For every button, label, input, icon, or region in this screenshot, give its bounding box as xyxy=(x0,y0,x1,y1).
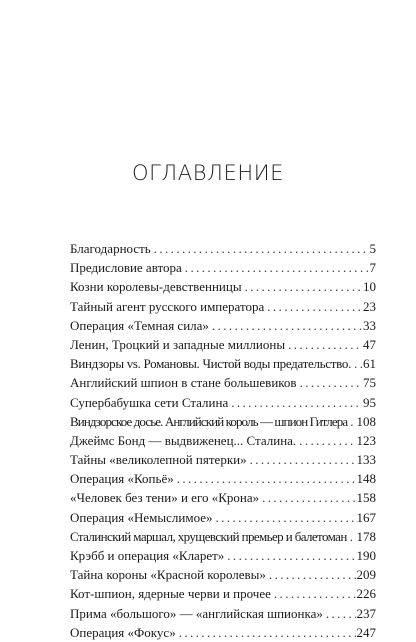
toc-entry-page-number: 226 xyxy=(356,586,376,602)
toc-entry xyxy=(70,412,376,431)
toc-entry-title: Виндзоры vs. Романовы. Чистой воды предательство. xyxy=(70,356,352,372)
toc-entry-page-number: 209 xyxy=(356,567,376,583)
toc-dot-leader xyxy=(350,527,356,546)
toc-entry-page-number: 10 xyxy=(363,279,376,295)
toc-dot-leader xyxy=(288,335,362,354)
toc-entry-title: Крэбб и операция «Кларет» xyxy=(70,548,225,563)
toc-dot-leader xyxy=(300,373,362,392)
toc-entry-page-number: 190 xyxy=(356,548,376,563)
toc-dot-leader xyxy=(231,393,362,412)
toc-dot-leader xyxy=(299,431,355,450)
toc-entry-page-number: 23 xyxy=(363,298,376,314)
toc-entry-title: Виндзорское досье. Английский король — шпион Гитлера xyxy=(70,413,348,429)
toc-dot-leader xyxy=(245,277,362,296)
toc-entry xyxy=(70,623,376,642)
toc-entry-page-number: 123 xyxy=(356,432,376,448)
toc-entry-title: Прима «большого» — «английская шпионка» xyxy=(70,605,323,621)
toc-entry-page-number: 5 xyxy=(369,241,376,256)
toc-entry xyxy=(70,488,376,507)
toc-entry-page-number: 178 xyxy=(356,528,376,544)
toc-entry-page-number: 47 xyxy=(363,336,376,352)
toc-entry xyxy=(70,354,376,373)
toc-dot-leader xyxy=(269,565,356,584)
toc-entry xyxy=(70,393,376,412)
toc-dot-leader xyxy=(250,450,356,469)
toc-dot-leader xyxy=(354,354,362,373)
toc-entry-title: Предисловие автора xyxy=(70,260,182,276)
toc-entry-page-number: 61 xyxy=(363,356,376,372)
toc-dot-leader xyxy=(274,584,356,603)
toc-entry xyxy=(70,584,376,603)
toc-entry-title: Тайна короны «Красной королевы» xyxy=(70,567,266,583)
toc-entry xyxy=(70,469,376,488)
toc-entry xyxy=(70,508,376,527)
toc-entry-title: Сталинский маршал, хрущевский премьер и балетоман xyxy=(70,528,347,544)
toc-entry xyxy=(70,297,376,316)
toc-entry-title: Козни королевы-девственницы xyxy=(70,279,242,295)
toc-entry-page-number: 158 xyxy=(356,490,376,506)
toc-dot-leader xyxy=(216,508,356,527)
toc-dot-leader xyxy=(185,258,369,277)
toc-dot-leader xyxy=(177,469,356,488)
toc-dot-leader xyxy=(350,412,355,431)
toc-entry xyxy=(70,565,376,584)
toc-dot-leader xyxy=(179,623,356,642)
toc-entry xyxy=(70,258,376,277)
toc-entry-page-number: 7 xyxy=(369,260,376,276)
toc-entry xyxy=(70,373,376,392)
toc-entry-title: Супербабушка сети Сталина xyxy=(70,394,229,410)
toc-entry-title: Тайны «великолепной пятерки» xyxy=(70,452,247,468)
toc-dot-leader xyxy=(326,604,356,623)
toc-dot-leader xyxy=(227,546,355,565)
toc-entry xyxy=(70,527,376,546)
toc-entry-page-number: 237 xyxy=(356,605,376,621)
toc-entry-title: Операция «Копьё» xyxy=(70,471,174,487)
toc-dot-leader xyxy=(267,297,362,316)
page-title: ОГЛАВЛЕНИЕ xyxy=(131,161,285,185)
toc-entry-title: Операция «Фокус» xyxy=(70,624,176,640)
toc-entry-title: Кот-шпион, ядерные черви и прочее xyxy=(70,586,271,602)
toc-entry-page-number: 133 xyxy=(356,452,376,468)
toc-dot-leader xyxy=(154,239,369,258)
toc-entry xyxy=(70,239,376,258)
toc-entry-title: Тайный агент русского императора xyxy=(70,298,265,314)
table-of-contents xyxy=(70,239,376,642)
toc-entry-title: Операция «Темная сила» xyxy=(70,317,209,333)
toc-entry-title: «Человек без тени» и его «Крона» xyxy=(70,490,260,506)
toc-entry xyxy=(70,450,376,469)
toc-entry-title: Ленин, Троцкий и западные миллионы xyxy=(70,336,286,352)
toc-entry xyxy=(70,316,376,335)
toc-entry-page-number: 95 xyxy=(363,394,376,410)
toc-dot-leader xyxy=(212,316,362,335)
toc-dot-leader xyxy=(262,488,355,507)
toc-entry-title: Джеймс Бонд — выдвиженец... Сталина. xyxy=(70,432,297,448)
toc-entry-page-number: 75 xyxy=(363,375,376,391)
toc-entry xyxy=(70,335,376,354)
toc-entry xyxy=(70,277,376,296)
toc-entry-page-number: 33 xyxy=(363,317,376,333)
toc-entry xyxy=(70,604,376,623)
toc-entry-page-number: 148 xyxy=(356,471,376,487)
toc-entry-page-number: 167 xyxy=(356,509,376,525)
toc-entry-title: Английский шпион в стане большевиков xyxy=(70,375,297,391)
toc-entry-page-number: 247 xyxy=(356,624,376,640)
toc-entry-title: Благодарность xyxy=(70,241,151,256)
toc-entry xyxy=(70,546,376,565)
toc-entry-page-number: 108 xyxy=(356,413,376,429)
toc-entry-title: Операция «Немыслимое» xyxy=(70,509,213,525)
toc-entry xyxy=(70,431,376,450)
